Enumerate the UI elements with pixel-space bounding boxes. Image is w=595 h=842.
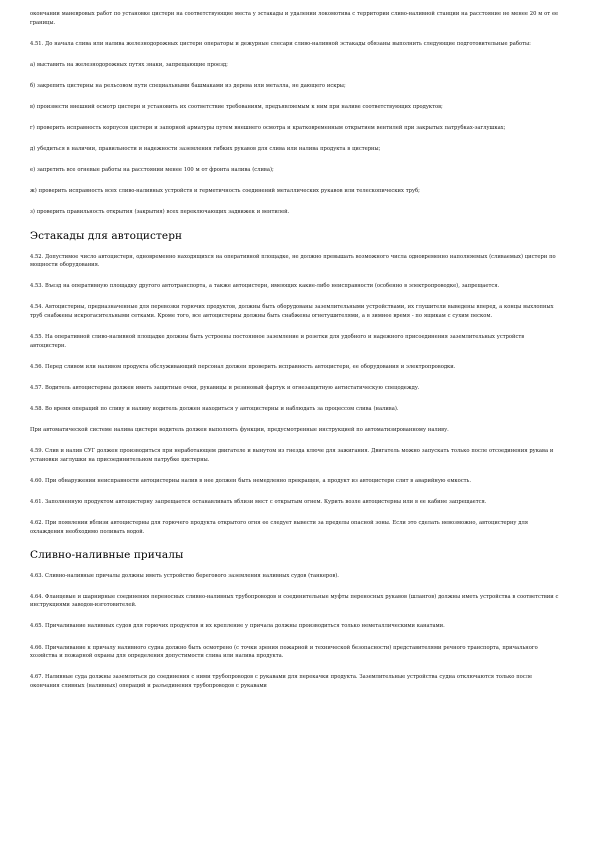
paragraph: 4.57. Водитель автоцистерны должен иметь защитные очки, рукавицы и резиновый фартук и огнезащитную антистатическую спецодежду. — [30, 384, 420, 391]
paragraph: 4.67. Наливные суда должны заземляться до соединения с ними трубопроводов с рукавами для перекачки продукта. Заземлительные устройства судна отключаются только после окончания сливных (наливных) операций и разъединения трубопроводов с рукавами — [30, 674, 533, 689]
paragraph: 4.64. Фланцевые и шарнирные соединения переносных сливно-наливных трубопроводов и соединительные муфты переносных рукавов (шлангов) должны иметь устройства в соответствии с инструкциями заводов-изготовителей. — [30, 593, 559, 609]
paragraph: 4.51. До начала слива или налива железнодорожных цистерн операторы и дежурные слесари сливо-наливной эстакады обязаны выполнить следующие подготовительные работы: — [30, 40, 531, 47]
paragraph: 4.66. Причаливание к причалу наливного судна должно быть осмотрено (с точки зрения пожарной и технической безопасности) представителями речного транспорта, причального хозяйства и пожарной охраны для определения допустимости слива или налива продукта. — [30, 644, 538, 660]
paragraph: б) закрепить цистерны на рельсовом пути специальными башмаками из дерева или металла, не дающего искры; — [30, 82, 346, 89]
paragraph: 4.54. Автоцистерны, предназначенные для перевозки горючих продуктов, должны быть оборудованы заземлительными устройствами, их глушители выведены вперед, а концы выхлопных труб снабжены искрогасительными сетками. Кроме того, все автоцистерны должны быть снабжены огнетушителями, а в зимнее время - по ящикам с сухим песком. — [30, 304, 554, 319]
paragraph: д) убедиться в наличии, правильности и надежности заземления гибких рукавов для слива или налива продукта в цистерны; — [30, 146, 381, 153]
paragraph: 4.56. Перед сливом или наливом продукта обслуживающий персонал должен проверить исправность автоцистерн, ее оборудования и электропроводки. — [30, 363, 456, 370]
paragraph: 4.52. Допустимое число автоцистерн, одновременно находящихся на оперативной площадке, не должно превышать возможного числа одновременно наполняемых (сливаемых) цистерн по мощности оборудования. — [30, 253, 556, 269]
paragraph: 4.61. Заполненную продуктом автоцистерну запрещается останавливать вблизи мест с открытым огнем. Курить возле автоцистерны или в ее кабине запрещается. — [30, 498, 487, 505]
paragraph: При автоматической системе налива цистерн водитель должен выполнять функции, предусмотренные инструкцией по автоматизированному наливу. — [30, 426, 449, 433]
paragraph: 4.60. При обнаружении неисправности автоцистерны налив в нее должен быть немедленно прекращен, а продукт из автоцистерн слит в аварийную емкость. — [30, 477, 471, 484]
paragraph: е) запретить все огневые работы на расстоянии менее 100 м от фронта налива (слива); — [30, 167, 274, 174]
paragraph: 4.59. Слив и налив СУГ должен производиться при неработающем двигателе и вынутом из гнезда ключе для зажигания. Двигатель можно запускать только после отсоединения рукава и установки заглушки на присоединительном патрубке цистерны. — [30, 448, 554, 463]
paragraph: окончании маневровых работ по установке цистерн на соответствующие места у эстакады и удалении локомотива с территории сливо-наливной станции на расстояние не менее 20 м от ее границы. — [30, 11, 559, 26]
section-heading: Эстакады для автоцистерн — [30, 229, 183, 242]
paragraph: 4.65. Причаливание наливных судов для горючих продуктов и их крепление у причала должны производиться только неметаллическими канатами. — [30, 623, 445, 630]
paragraph: а) выставить на железнодорожных путях знаки, запрещающие проезд; — [30, 61, 228, 68]
paragraph: 4.58. Во время операций по сливу и наливу водитель должен находиться у автоцистерны и наблюдать за процессом слива (налива). — [30, 405, 399, 412]
paragraph: 4.53. Въезд на оперативную площадку другого автотранспорта, а также автоцистерн, имеющих какие-либо неисправности (особенно в электропроводке), запрещается. — [30, 283, 500, 290]
paragraph: з) проверить правильность открытия (закрытия) всех переключающих задвижек и вентилей. — [30, 209, 290, 216]
paragraph: 4.55. На оперативной сливо-наливной площадке должны быть устроены постоянное заземление и розетки для удобного и надежного присоединения заземлительных устройств автоцистерн. — [30, 334, 525, 349]
paragraph: г) проверить исправность корпусов цистерн и запорной арматуры путем внешнего осмотра и кратковременным открытием вентилей при закрытых патрубках-заглушках; — [30, 125, 506, 132]
section-heading: Сливно-наливные причалы — [30, 548, 184, 561]
paragraph: в) произвести внешний осмотр цистерн и установить их соответствие требованиям, предъявляемым к ним при наливе соответствующих продуктов; — [30, 103, 443, 110]
paragraph: 4.62. При появлении вблизи автоцистерны для горючего продукта открытого огня ее следует вывести за пределы опасной зоны. Если это сделать невозможно, автоцистерну для охлаждения необходимо поливать водой. — [30, 519, 529, 535]
paragraph: ж) проверить исправность всех сливо-наливных устройств и герметичность соединений металлических рукавов или телескопических труб; — [30, 188, 420, 195]
paragraph: 4.63. Сливно-наливные причалы должны иметь устройство берегового заземления наливных судов (танкеров). — [30, 572, 339, 579]
